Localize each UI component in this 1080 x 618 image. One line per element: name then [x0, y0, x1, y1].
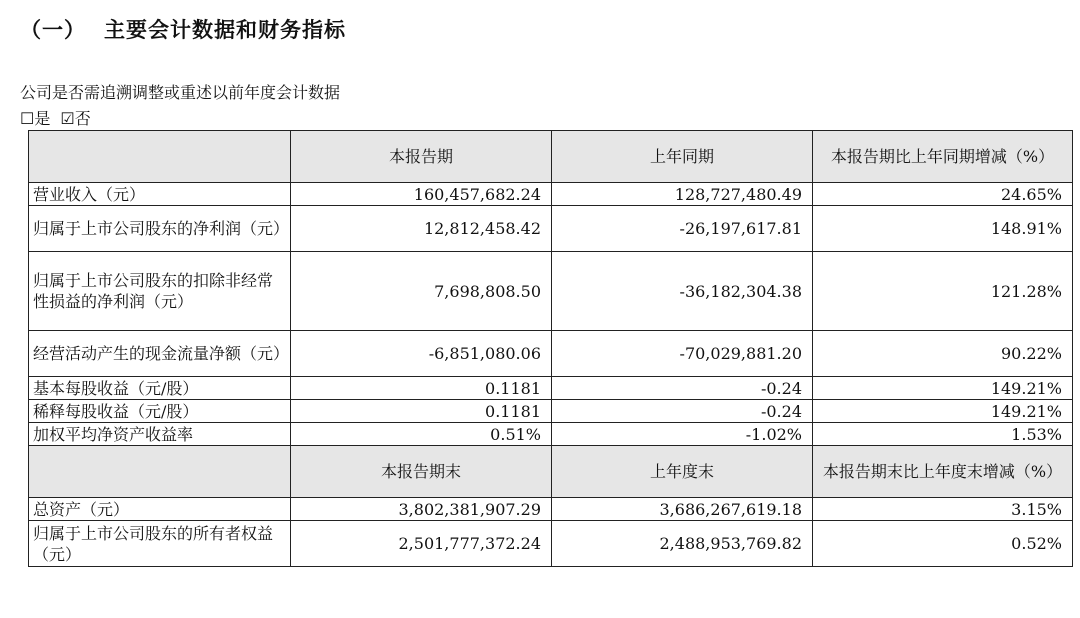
- cell-change: 0.52%: [813, 521, 1073, 567]
- cell-prior: -0.24: [552, 377, 813, 400]
- option-yes-label: 是: [34, 109, 51, 128]
- cell-change: 149.21%: [813, 400, 1073, 423]
- cell-current: 7,698,808.50: [291, 252, 552, 331]
- cell-current: -6,851,080.06: [291, 331, 552, 377]
- table-row: [29, 252, 1073, 331]
- table-row: [29, 183, 1073, 206]
- header-prior-period: 上年同期: [552, 131, 813, 183]
- table-row: [29, 206, 1073, 252]
- cell-current: 0.1181: [291, 400, 552, 423]
- table-row: [29, 521, 1073, 567]
- row-label: 加权平均净资产收益率: [29, 423, 291, 446]
- cell-current: 2,501,777,372.24: [291, 521, 552, 567]
- table-row: [29, 377, 1073, 400]
- table-header-row: [29, 131, 1073, 183]
- header-prior-year-end: 上年度末: [552, 446, 813, 498]
- cell-change: 3.15%: [813, 498, 1073, 521]
- section-title-text: 主要会计数据和财务指标: [104, 18, 346, 42]
- cell-change: 121.28%: [813, 252, 1073, 331]
- cell-prior: 3,686,267,619.18: [552, 498, 813, 521]
- table-row: [29, 331, 1073, 377]
- row-label: 归属于上市公司股东的净利润（元）: [29, 206, 291, 252]
- table-header-row: [29, 446, 1073, 498]
- checkbox-checked-icon: ☑: [60, 109, 75, 128]
- header-change-percent: 本报告期末比上年度末增减（%）: [813, 446, 1073, 498]
- header-cell-blank: [29, 446, 291, 498]
- cell-change: 90.22%: [813, 331, 1073, 377]
- header-change-percent: 本报告期比上年同期增减（%）: [813, 131, 1073, 183]
- cell-prior: -36,182,304.38: [552, 252, 813, 331]
- row-label: 归属于上市公司股东的所有者权益（元）: [29, 521, 291, 567]
- row-label: 归属于上市公司股东的扣除非经常性损益的净利润（元）: [29, 252, 291, 331]
- cell-prior: 2,488,953,769.82: [552, 521, 813, 567]
- cell-prior: -26,197,617.81: [552, 206, 813, 252]
- row-label: 基本每股收益（元/股）: [29, 377, 291, 400]
- table-row: [29, 400, 1073, 423]
- checkbox-unchecked-icon: ☐: [20, 109, 35, 128]
- cell-change: 24.65%: [813, 183, 1073, 206]
- row-label: 营业收入（元）: [29, 183, 291, 206]
- cell-current: 0.51%: [291, 423, 552, 446]
- section-number: （一）: [20, 18, 86, 42]
- restatement-question: 公司是否需追溯调整或重述以前年度会计数据: [20, 83, 341, 102]
- row-label: 总资产（元）: [29, 498, 291, 521]
- cell-current: 12,812,458.42: [291, 206, 552, 252]
- header-cell-blank: [29, 131, 291, 183]
- cell-current: 160,457,682.24: [291, 183, 552, 206]
- cell-current: 3,802,381,907.29: [291, 498, 552, 521]
- row-label: 稀释每股收益（元/股）: [29, 400, 291, 423]
- cell-change: 1.53%: [813, 423, 1073, 446]
- cell-current: 0.1181: [291, 377, 552, 400]
- cell-change: 148.91%: [813, 206, 1073, 252]
- financial-data-table: [28, 130, 1073, 567]
- cell-prior: -0.24: [552, 400, 813, 423]
- cell-change: 149.21%: [813, 377, 1073, 400]
- row-label: 经营活动产生的现金流量净额（元）: [29, 331, 291, 377]
- cell-prior: -70,029,881.20: [552, 331, 813, 377]
- cell-prior: -1.02%: [552, 423, 813, 446]
- cell-prior: 128,727,480.49: [552, 183, 813, 206]
- restatement-option-no: [60, 109, 90, 128]
- table-row: [29, 498, 1073, 521]
- restatement-option-yes: [20, 109, 50, 128]
- option-no-label: 否: [74, 109, 91, 128]
- section-title: [20, 14, 346, 44]
- table-row: [29, 423, 1073, 446]
- header-current-period: 本报告期: [291, 131, 552, 183]
- restatement-answer: [20, 106, 91, 129]
- header-period-end: 本报告期末: [291, 446, 552, 498]
